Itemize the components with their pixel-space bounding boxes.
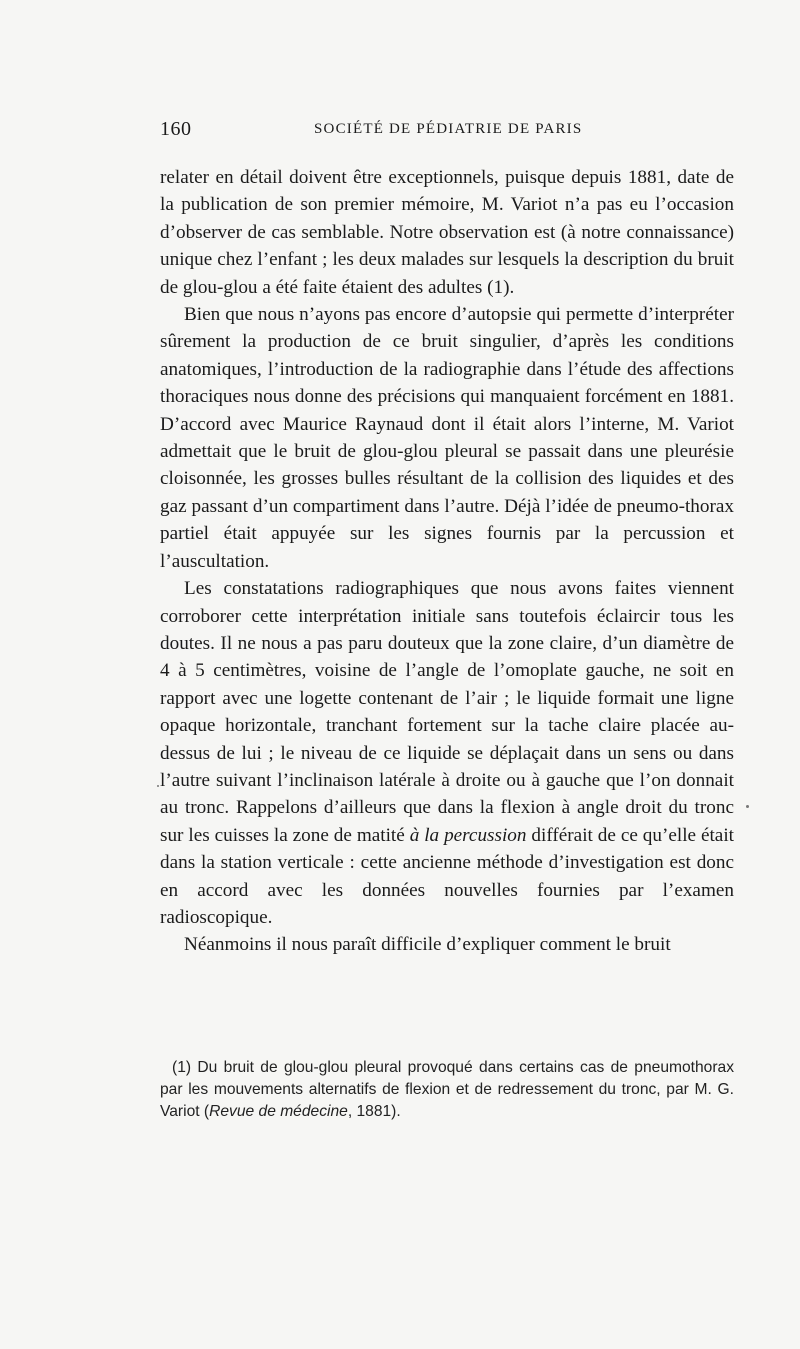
footnote-text: [160, 1057, 734, 1123]
footnote: [160, 1057, 734, 1123]
paragraph-text: Les constatations radiographiques que nous avons faites viennent corroborer cette interprétation initiale sans toutefois éclaircir tous les doutes. Il ne nous a pas paru douteux que la zone claire, d’un diamètre de 4 à 5 centimètres, voisine de l’angle de l’omoplate gauche, ne soit en rapport avec une logette contenant de l’air ; le liquide formait une ligne opaque horizontale, tranchant fortement sur la tache claire placée au-dessus de lui ; le niveau de ce liquide se déplaçait dans un sens ou dans l’autre suivant l’inclinaison latérale à droite ou à gauche que l’on donnait au tronc. Rappelons d’ailleurs que dans la flexion à angle droit du tronc sur les cuisses la zone de matité: [160, 578, 734, 846]
paragraph: Néanmoins il nous paraît difficile d’expliquer comment le bruit: [184, 934, 671, 956]
paragraph: relater en détail doivent être exceptionnels, puisque depuis 1881, date de la publication de son premier mémoire, M. Variot n’a pas eu l’occasion d’observer de cas semblable. Notre observation est (à notre connaissance) unique chez l’enfant ; les deux malades sur lesquels la description du bruit de glou-glou a été faite étaient des adultes (1).: [160, 167, 734, 298]
footnote-text-part: , 1881).: [347, 1103, 401, 1120]
paragraph: [160, 575, 734, 931]
paragraph-text: différait de ce qu’elle était dans la station verticale : cette ancienne méthode d’investigation est donc en accord avec les données nouvelles fournies par l’examen radioscopique.: [160, 824, 734, 928]
running-head: SOCIÉTÉ DE PÉDIATRIE DE PARIS: [314, 121, 583, 137]
page-header: [160, 118, 736, 148]
print-speck: [746, 805, 749, 808]
page-number: 160: [160, 118, 192, 140]
print-speck: [157, 785, 159, 787]
italic-phrase: à la percussion: [409, 824, 527, 846]
body-text: [160, 164, 734, 959]
paragraph: Bien que nous n’ayons pas encore d’autopsie qui permette d’interpréter sûrement la production de ce bruit singulier, d’après les conditions anatomiques, l’introduction de la radiographie dans l’étude des affections thoraciques nous donne des précisions qui manquaient forcément en 1881. D’accord avec Maurice Raynaud dont il était alors l’interne, M. Variot admettait que le bruit de glou-glou pleural se passait dans une pleurésie cloisonnée, les grosses bulles résultant de la collision des liquides et des gaz passant d’un compartiment dans l’autre. Déjà l’idée de pneumo-thorax partiel était appuyée sur les signes fournis par la percussion et l’auscultation.: [160, 304, 734, 572]
footnote-journal-title: Revue de médecine: [209, 1103, 348, 1120]
footnote-text-part: (1) Du bruit de glou-glou pleural provoqué dans certains cas de pneumothorax par les mouvements alternatifs de flexion et de redressement du tronc, par M. G. Variot (: [160, 1059, 734, 1120]
